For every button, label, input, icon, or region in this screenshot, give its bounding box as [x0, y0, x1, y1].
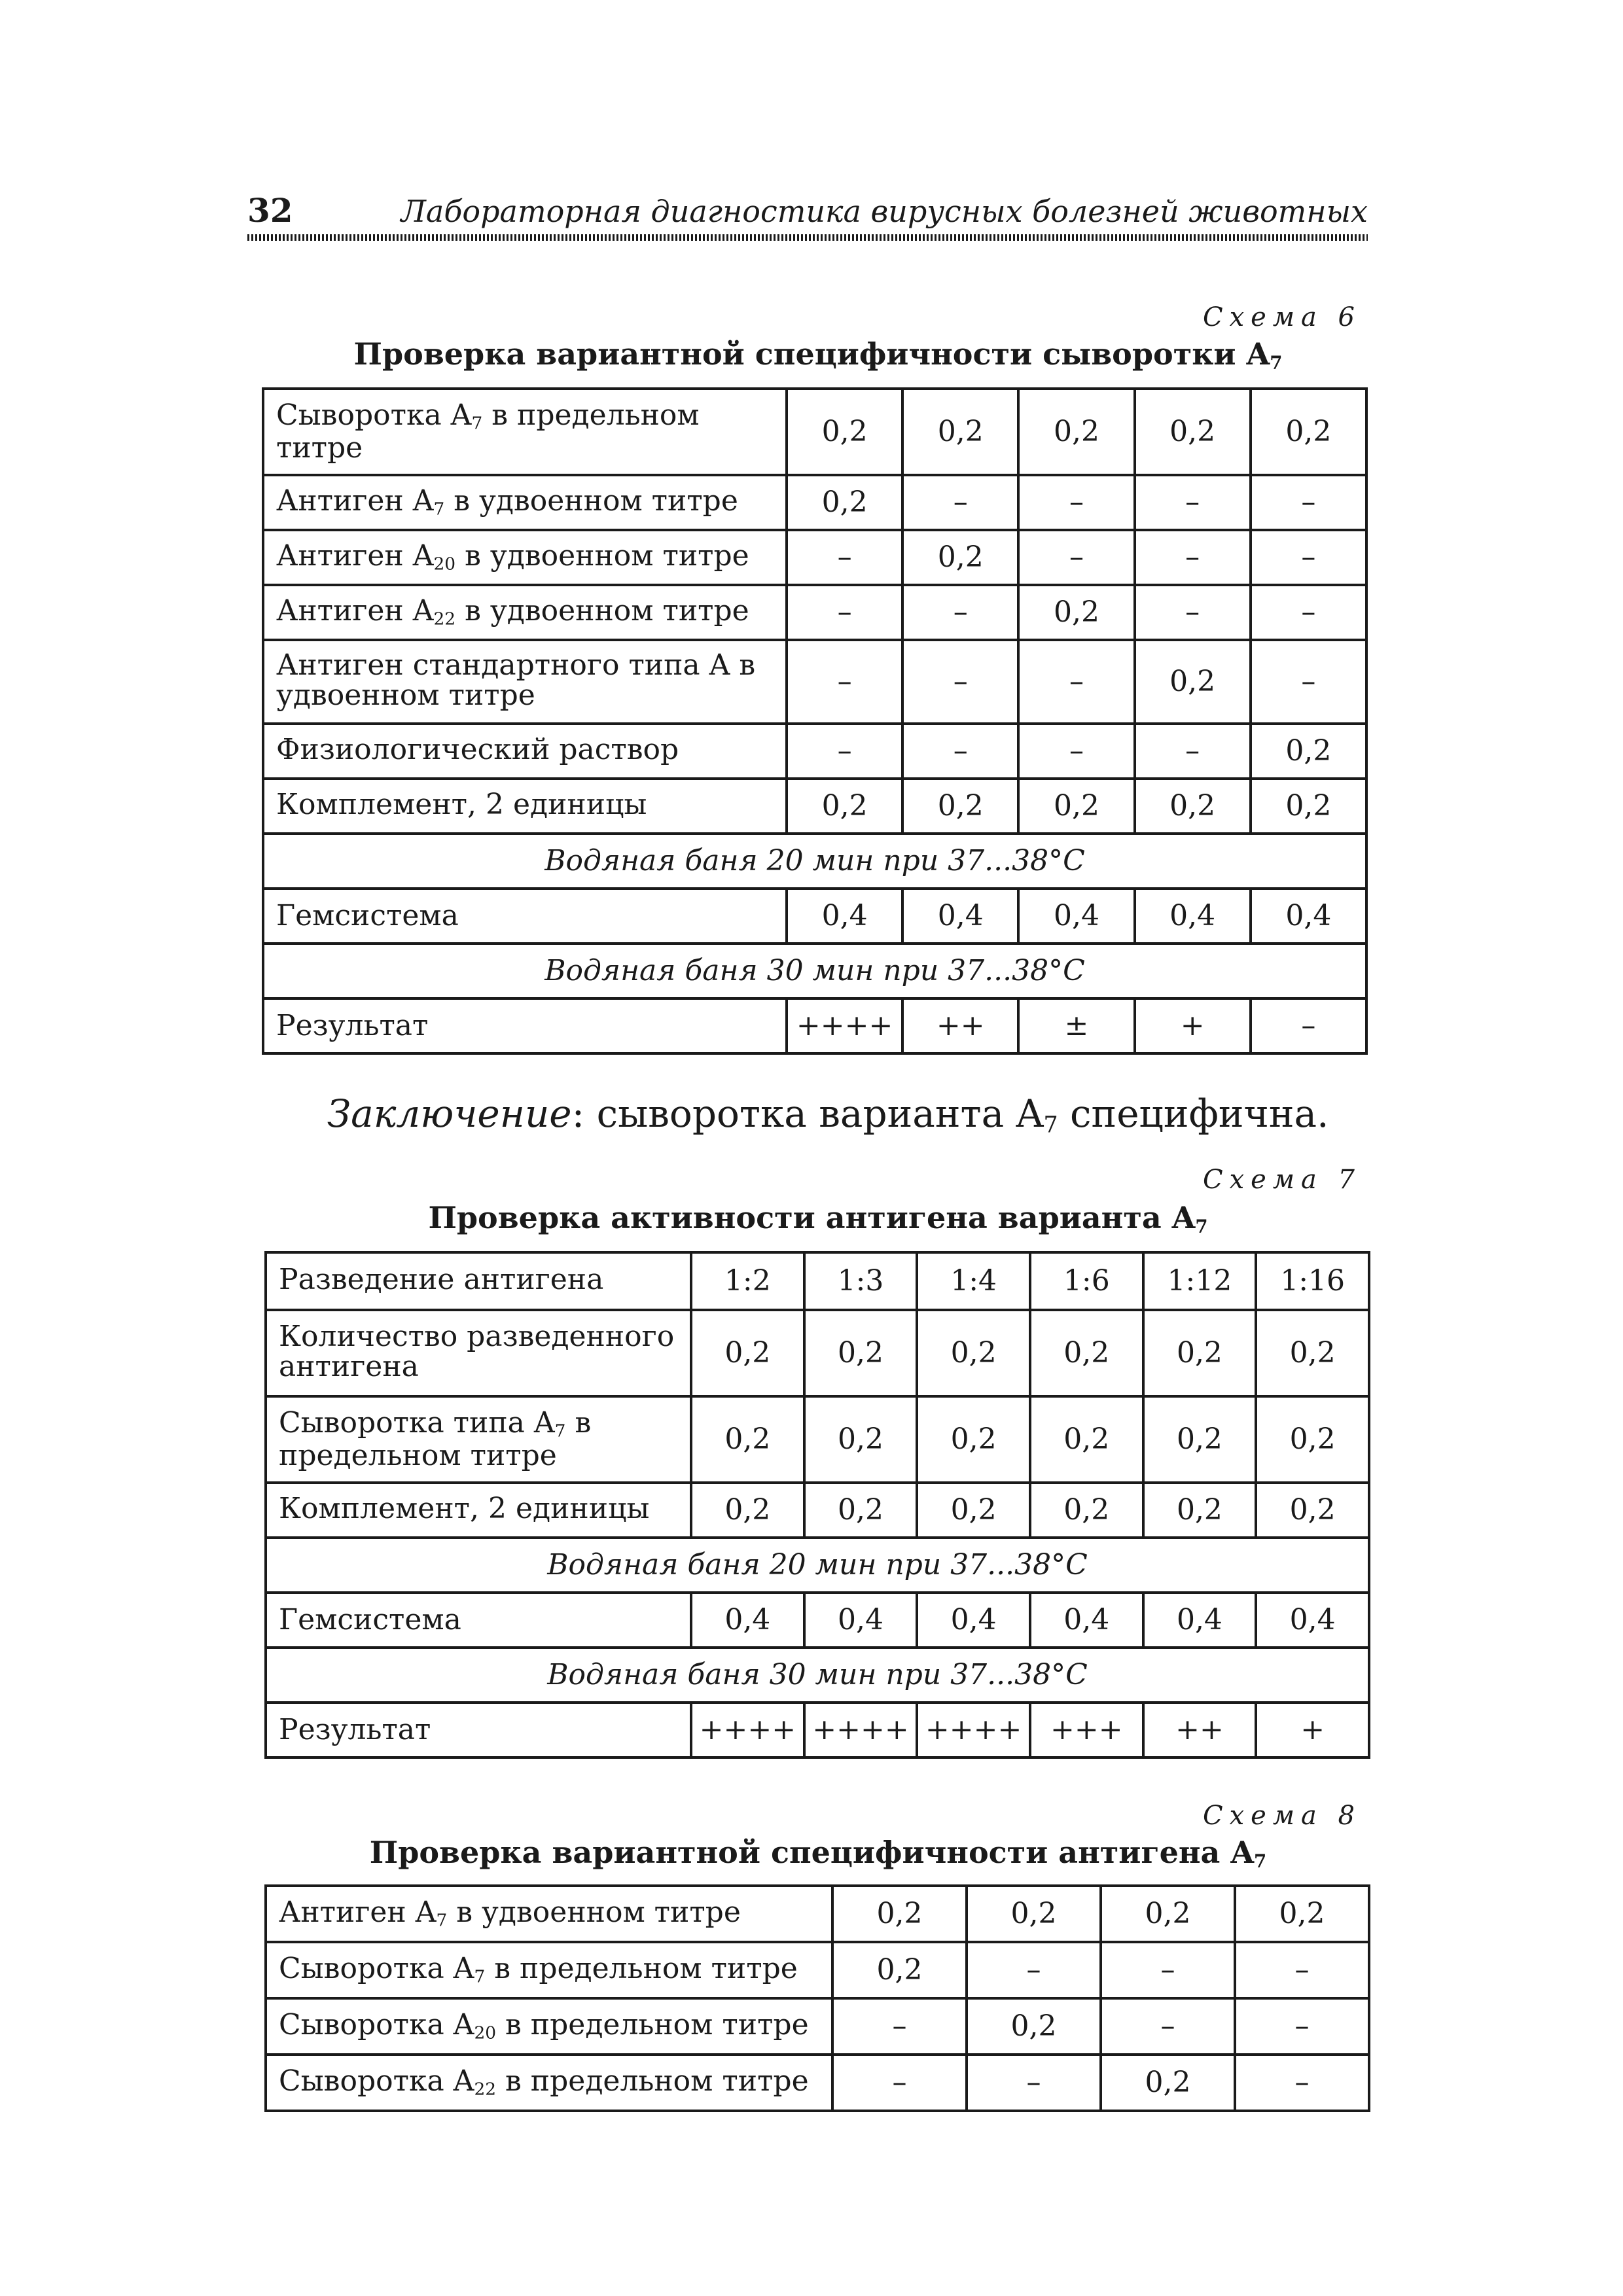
scheme-6-title-text: Проверка вариантной специфичности сыворотки A — [353, 336, 1270, 372]
table-cell: – — [902, 585, 1018, 640]
label-text: Антиген стандартного типа A в удвоенном титре — [276, 648, 756, 713]
scheme-6-title-sub: 7 — [1270, 351, 1283, 374]
table-cell: 0,2 — [832, 1886, 967, 1942]
table-cell: 0,2 — [787, 475, 902, 530]
water-bath-note: Водяная баня 20 мин при 37...38°C — [266, 1538, 1369, 1593]
table-row — [263, 475, 1366, 530]
scheme-8-table — [264, 1884, 1370, 2112]
table-cell: – — [1235, 1942, 1369, 1998]
table-cell: 0,4 — [1143, 1593, 1257, 1648]
table-cell: – — [832, 1998, 967, 2055]
table-row — [266, 1886, 1369, 1942]
row-label: Гемсистема — [266, 1593, 691, 1648]
table-cell: – — [1135, 585, 1251, 640]
label-text: Разведение антигена — [279, 1263, 604, 1297]
conclusion-text-after: специфична. — [1058, 1091, 1329, 1136]
table-row — [266, 1310, 1369, 1396]
label-text: Сыворотка A — [276, 398, 472, 433]
table-cell: 0,2 — [967, 1886, 1101, 1942]
scheme-8-title-sub: 7 — [1254, 1850, 1267, 1872]
label-sub: 7 — [474, 1966, 486, 1987]
table-cell: 0,4 — [804, 1593, 918, 1648]
label-text: Физиологический раствор — [276, 733, 679, 767]
table-cell: 0,2 — [1143, 1483, 1257, 1538]
water-bath-row — [266, 1538, 1369, 1593]
label-text: Антиген A — [276, 594, 434, 628]
table-cell: 0,2 — [691, 1310, 804, 1396]
table-cell: 0,2 — [917, 1310, 1030, 1396]
table-cell: 0,2 — [967, 1998, 1101, 2055]
table-cell: – — [1018, 475, 1134, 530]
table-cell: – — [1235, 1998, 1369, 2055]
label-text-after: в удвоенном титре — [455, 539, 749, 573]
table-cell: 0,2 — [1030, 1310, 1143, 1396]
table-cell: ++++ — [787, 998, 902, 1053]
table-cell: 0,2 — [1256, 1310, 1369, 1396]
label-text-after: в удвоенном титре — [455, 594, 749, 628]
table-cell: – — [787, 530, 902, 585]
table-row — [263, 530, 1366, 585]
row-label — [266, 1483, 691, 1538]
table-cell: 0,2 — [1030, 1396, 1143, 1483]
conclusion-text: : сыворотка варианта A — [571, 1091, 1044, 1136]
table-cell: – — [787, 585, 902, 640]
table-cell: – — [1235, 2055, 1369, 2111]
row-label — [266, 1942, 832, 1998]
table-cell: – — [1251, 585, 1366, 640]
table-cell: 0,2 — [902, 530, 1018, 585]
label-text: Антиген A — [279, 1896, 437, 1930]
table-row — [263, 389, 1366, 475]
row-label — [266, 1310, 691, 1396]
result-row — [266, 1703, 1369, 1757]
table-cell: 1:6 — [1030, 1252, 1143, 1310]
table-cell: 0,2 — [1256, 1396, 1369, 1483]
table-cell: 0,4 — [1030, 1593, 1143, 1648]
table-cell: – — [1251, 640, 1366, 724]
table-cell: 1:12 — [1143, 1252, 1257, 1310]
table-cell: 0,2 — [804, 1396, 918, 1483]
row-label — [266, 1252, 691, 1310]
label-text-after: в предельном титре — [485, 1952, 798, 1986]
table-cell: 1:2 — [691, 1252, 804, 1310]
table-cell: + — [1135, 998, 1251, 1053]
table-cell: 0,2 — [917, 1396, 1030, 1483]
table-row — [266, 1252, 1369, 1310]
water-bath-note: Водяная баня 30 мин при 37...38°C — [266, 1648, 1369, 1703]
scheme-7-label: Схема 7 — [1202, 1165, 1361, 1195]
hemsystem-row — [266, 1593, 1369, 1648]
label-text: Сыворотка A — [279, 1952, 474, 1986]
table-row — [266, 1998, 1369, 2055]
table-cell: 0,2 — [1135, 389, 1251, 475]
table-cell: – — [902, 724, 1018, 779]
table-cell: 0,2 — [1135, 779, 1251, 834]
label-sub: 20 — [474, 2022, 497, 2043]
running-title: Лабораторная диагностика вирусных болезней животных — [401, 194, 1368, 229]
label-sub: 7 — [554, 1421, 566, 1441]
row-label — [263, 475, 787, 530]
table-cell: 0,2 — [1143, 1310, 1257, 1396]
label-text: Антиген A — [276, 539, 434, 573]
table-cell: 0,2 — [917, 1483, 1030, 1538]
scheme-6-title — [262, 336, 1374, 374]
hemsystem-row — [263, 889, 1366, 944]
table-cell: – — [967, 2055, 1101, 2111]
table-cell: 0,2 — [804, 1483, 918, 1538]
table-row — [263, 585, 1366, 640]
label-text-after: в предельном титре — [496, 2008, 809, 2042]
table-cell: 0,2 — [1256, 1483, 1369, 1538]
table-cell: 0,2 — [1030, 1483, 1143, 1538]
table-cell: – — [787, 640, 902, 724]
label-text-after: в предельном титре — [496, 2064, 809, 2098]
table-cell: – — [1251, 530, 1366, 585]
scheme-7-title-sub: 7 — [1195, 1215, 1208, 1237]
table-cell: – — [902, 640, 1018, 724]
row-label — [263, 585, 787, 640]
table-cell: – — [1018, 530, 1134, 585]
table-cell: ++ — [1143, 1703, 1257, 1757]
table-cell: ++++ — [804, 1703, 918, 1757]
table-row — [266, 1483, 1369, 1538]
table-cell: 0,2 — [804, 1310, 918, 1396]
page-number: 32 — [247, 191, 293, 230]
header-rule — [247, 234, 1368, 241]
table-cell: + — [1256, 1703, 1369, 1757]
table-row — [266, 1942, 1369, 1998]
table-cell: 0,2 — [787, 779, 902, 834]
scheme-6-table — [262, 387, 1368, 1055]
row-label — [263, 724, 787, 779]
table-cell: ± — [1018, 998, 1134, 1053]
water-bath-row — [263, 834, 1366, 889]
label-text-after: в удвоенном титре — [444, 484, 738, 518]
row-label: Гемсистема — [263, 889, 787, 944]
table-cell: ++++ — [691, 1703, 804, 1757]
table-cell: – — [832, 2055, 967, 2111]
table-cell: +++ — [1030, 1703, 1143, 1757]
label-text-after: в предельном титре — [279, 1406, 592, 1472]
table-cell: 0,2 — [1251, 779, 1366, 834]
scheme-8-title — [262, 1835, 1374, 1872]
table-cell: 0,2 — [787, 389, 902, 475]
row-label — [266, 1396, 691, 1483]
table-cell: – — [1101, 1942, 1235, 1998]
label-text-after: в предельном титре — [276, 398, 700, 465]
table-cell: 0,2 — [902, 779, 1018, 834]
row-label — [263, 530, 787, 585]
label-text: Сыворотка A — [279, 2064, 474, 2098]
label-sub: 22 — [474, 2079, 497, 2100]
table-row — [263, 779, 1366, 834]
table-cell: 0,2 — [1251, 724, 1366, 779]
table-cell: 0,4 — [787, 889, 902, 944]
table-cell: 0,2 — [1018, 585, 1134, 640]
label-sub: 7 — [436, 1910, 448, 1931]
water-bath-row — [266, 1648, 1369, 1703]
conclusion — [327, 1091, 1329, 1139]
water-bath-note: Водяная баня 20 мин при 37...38°C — [263, 834, 1366, 889]
table-cell: ++++ — [917, 1703, 1030, 1757]
table-cell: 0,2 — [1101, 2055, 1235, 2111]
row-label: Результат — [266, 1703, 691, 1757]
table-cell: ++ — [902, 998, 1018, 1053]
scheme-7-title — [262, 1200, 1374, 1237]
table-cell: – — [1251, 998, 1366, 1053]
table-cell: 0,2 — [1101, 1886, 1235, 1942]
table-cell: – — [1135, 724, 1251, 779]
label-text: Количество разведенного антигена — [279, 1320, 675, 1384]
water-bath-note: Водяная баня 30 мин при 37...38°C — [263, 944, 1366, 998]
table-cell: 0,4 — [1251, 889, 1366, 944]
row-label — [266, 1998, 832, 2055]
row-label — [263, 640, 787, 724]
table-cell: – — [967, 1942, 1101, 1998]
label-text-after: в удвоенном титре — [447, 1896, 741, 1930]
table-cell: 0,4 — [691, 1593, 804, 1648]
label-text: Комплемент, 2 единицы — [279, 1492, 650, 1526]
row-label — [263, 779, 787, 834]
table-cell: 0,2 — [1143, 1396, 1257, 1483]
table-row — [266, 2055, 1369, 2111]
conclusion-lead: Заключение — [327, 1091, 572, 1136]
row-label — [263, 389, 787, 475]
table-cell: 0,2 — [902, 389, 1018, 475]
scheme-7-table — [264, 1251, 1370, 1759]
table-cell: 0,2 — [691, 1483, 804, 1538]
scheme-8-title-text: Проверка вариантной специфичности антигена A — [369, 1835, 1255, 1870]
row-label — [266, 2055, 832, 2111]
table-cell: 0,2 — [832, 1942, 967, 1998]
table-cell: – — [1018, 640, 1134, 724]
label-sub: 20 — [433, 554, 456, 574]
table-cell: 1:4 — [917, 1252, 1030, 1310]
table-cell: 1:16 — [1256, 1252, 1369, 1310]
table-row — [263, 724, 1366, 779]
conclusion-sub: 7 — [1043, 1112, 1058, 1139]
row-label: Результат — [263, 998, 787, 1053]
table-cell: 0,2 — [1018, 389, 1134, 475]
result-row — [263, 998, 1366, 1053]
table-cell: 0,4 — [1135, 889, 1251, 944]
table-cell: 0,4 — [917, 1593, 1030, 1648]
table-row — [266, 1396, 1369, 1483]
label-text: Сыворотка A — [279, 2008, 474, 2042]
table-cell: – — [1251, 475, 1366, 530]
label-text: Комплемент, 2 единицы — [276, 788, 647, 822]
table-cell: – — [1018, 724, 1134, 779]
table-cell: – — [1135, 475, 1251, 530]
scheme-8-label: Схема 8 — [1202, 1801, 1361, 1831]
scheme-6-label: Схема 6 — [1202, 302, 1361, 332]
table-cell: 1:3 — [804, 1252, 918, 1310]
table-cell: 0,4 — [902, 889, 1018, 944]
label-sub: 22 — [433, 609, 456, 629]
table-cell: – — [787, 724, 902, 779]
water-bath-row — [263, 944, 1366, 998]
table-cell: 0,2 — [1251, 389, 1366, 475]
label-sub: 7 — [433, 499, 445, 520]
label-text: Антиген A — [276, 484, 434, 518]
label-text: Сыворотка типа A — [279, 1406, 555, 1440]
label-sub: 7 — [471, 413, 483, 434]
table-row — [263, 640, 1366, 724]
table-cell: 0,4 — [1256, 1593, 1369, 1648]
table-cell: 0,2 — [1235, 1886, 1369, 1942]
row-label — [266, 1886, 832, 1942]
table-cell: – — [1135, 530, 1251, 585]
table-cell: 0,2 — [691, 1396, 804, 1483]
scheme-7-title-text: Проверка активности антигена варианта A — [428, 1200, 1196, 1235]
table-cell: 0,2 — [1018, 779, 1134, 834]
table-cell: – — [902, 475, 1018, 530]
table-cell: – — [1101, 1998, 1235, 2055]
table-cell: 0,4 — [1018, 889, 1134, 944]
table-cell: 0,2 — [1135, 640, 1251, 724]
